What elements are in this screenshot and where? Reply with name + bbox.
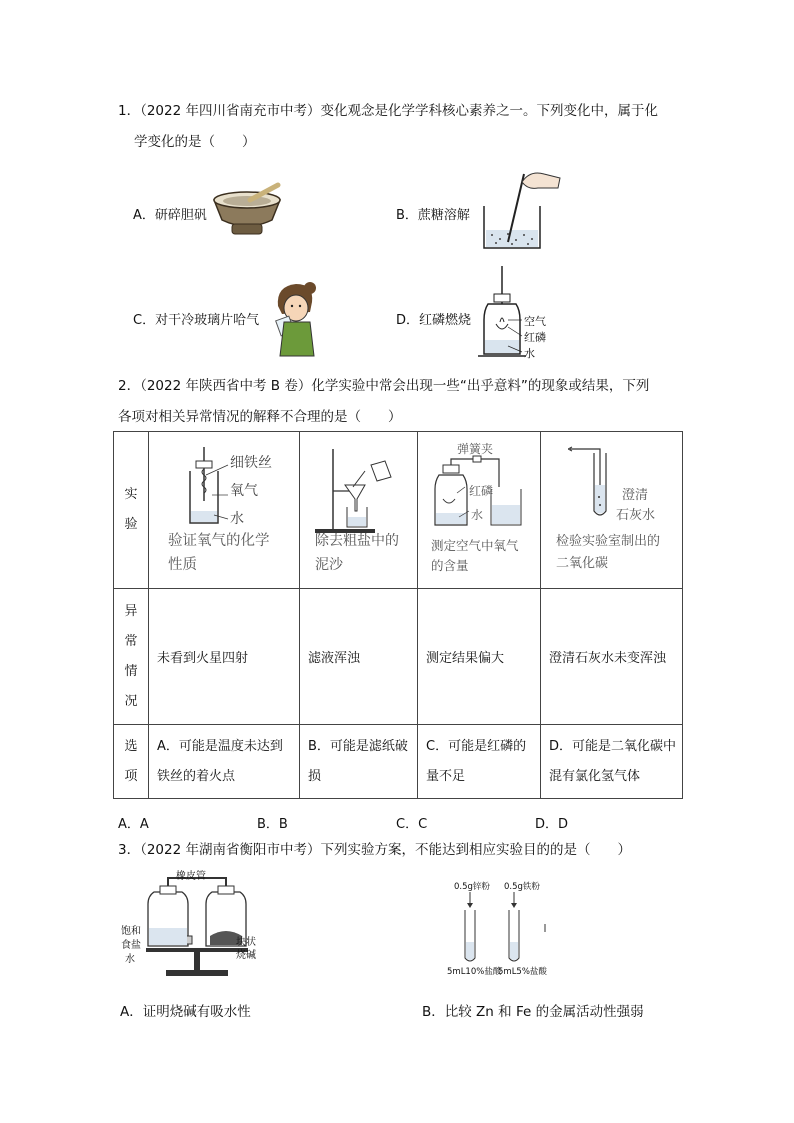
label-limewater: 石灰水 <box>616 508 656 523</box>
q2-answer-b[interactable]: B．B <box>257 817 288 832</box>
label-water: 水 <box>230 511 244 527</box>
abnormal-cell-3: 测定结果偏大 <box>418 589 541 725</box>
label-clear: 澄清 <box>622 488 649 503</box>
caustic-soda-balance-diagram <box>118 866 278 986</box>
label-iron-powder: 0.5g铁粉 <box>504 882 540 892</box>
caption-line2: 泥沙 <box>315 557 343 573</box>
row-head-options: 选 项 <box>114 725 149 799</box>
caption-line1: 检验实验室制出的 <box>556 534 661 549</box>
row-head-experiment: 实 验 <box>114 432 149 589</box>
q2-answer-c[interactable]: C．C <box>396 817 428 832</box>
q1-stem-line1: 1．（2022 年四川省南充市中考）变化观念是化学学科核心素养之一。下列变化中，属于化 <box>118 103 658 119</box>
q1-stem-line2: 学变化的是（ ） <box>134 134 256 150</box>
experiment-cell-3 <box>418 432 541 589</box>
label-water: 水 <box>125 954 135 965</box>
label-water: 水 <box>524 347 535 360</box>
caption-line2: 的含量 <box>431 558 469 573</box>
q2-answer-d[interactable]: D．D <box>535 817 569 832</box>
label-acid-5: 5mL5%盐酸 <box>498 967 547 977</box>
label-red-phosphorus: 红磷 <box>469 484 494 498</box>
red-phosphorus-jar-image <box>478 264 558 364</box>
label-block: 块状 <box>236 937 256 948</box>
label-caustic-soda: 烧碱 <box>236 950 256 961</box>
experiment-cell-1 <box>149 432 300 589</box>
q3-option-a[interactable]: A．证明烧碱有吸水性 <box>120 1004 251 1020</box>
label-red-phosphorus: 红磷 <box>524 331 546 344</box>
option-cell-b[interactable]: B．可能是滤纸破 损 <box>300 725 418 799</box>
caption-line2: 二氧化碳 <box>556 556 609 571</box>
mortar-pestle-image <box>210 180 285 242</box>
caption-line2: 性质 <box>168 557 197 573</box>
caption-line1: 验证氧气的化学 <box>168 533 270 549</box>
q3-option-b[interactable]: B．比较 Zn 和 Fe 的金属活动性强弱 <box>422 1004 644 1020</box>
label-zinc-powder: 0.5g锌粉 <box>454 882 490 892</box>
q1-option-d[interactable]: D．红磷燃烧 <box>396 313 472 328</box>
experiment-table <box>113 431 683 799</box>
label-rubber-tube: 橡皮管 <box>176 871 206 882</box>
q3-stem: 3．（2022 年湖南省衡阳市中考）下列实验方案，不能达到相应实验目的的是（ ） <box>118 842 631 858</box>
label-oxygen: 氧气 <box>230 483 258 499</box>
stirring-beaker-image <box>478 168 563 253</box>
experiment-cell-2 <box>300 432 418 589</box>
metal-reactivity-tubes-diagram <box>446 878 556 974</box>
label-water: 水 <box>471 508 484 522</box>
q2-answer-a[interactable]: A．A <box>118 817 149 832</box>
label-spring-clip: 弹簧夹 <box>457 442 494 456</box>
filtration-diagram <box>311 445 406 535</box>
abnormal-cell-2: 滤液浑浊 <box>300 589 418 725</box>
abnormal-cell-1: 未看到火星四射 <box>149 589 300 725</box>
label-acid-10: 5mL10%盐酸 <box>447 967 502 977</box>
label-air: 空气 <box>524 315 546 328</box>
experiment-cell-4 <box>541 432 683 589</box>
caption-line1: 除去粗盐中的 <box>315 533 399 549</box>
label-salt: 食盐 <box>121 940 141 951</box>
label-iron-wire: 细铁丝 <box>230 455 272 471</box>
q1-option-c[interactable]: C．对干冷玻璃片哈气 <box>133 313 260 328</box>
q2-stem-line1: 2．（2022 年陕西省中考 B 卷）化学实验中常会出现一些“出乎意料”的现象或结果，下列 <box>118 378 650 394</box>
q1-option-b[interactable]: B．蔗糖溶解 <box>396 208 470 223</box>
caption-line1: 测定空气中氧气 <box>431 538 519 553</box>
q1-option-a[interactable]: A．研碎胆矾 <box>133 208 207 223</box>
girl-breathing-glass-image <box>268 278 328 358</box>
q2-stem-line2: 各项对相关异常情况的解释不合理的是（ ） <box>118 409 402 425</box>
label-saturated: 饱和 <box>121 926 141 937</box>
row-head-abnormal: 异 常 情 况 <box>114 589 149 725</box>
option-cell-a[interactable]: A．可能是温度未达到 铁丝的着火点 <box>149 725 300 799</box>
abnormal-cell-4: 澄清石灰水未变浑浊 <box>541 589 683 725</box>
option-cell-d[interactable]: D．可能是二氧化碳中 混有氯化氢气体 <box>541 725 683 799</box>
option-cell-c[interactable]: C．可能是红磷的 量不足 <box>418 725 541 799</box>
